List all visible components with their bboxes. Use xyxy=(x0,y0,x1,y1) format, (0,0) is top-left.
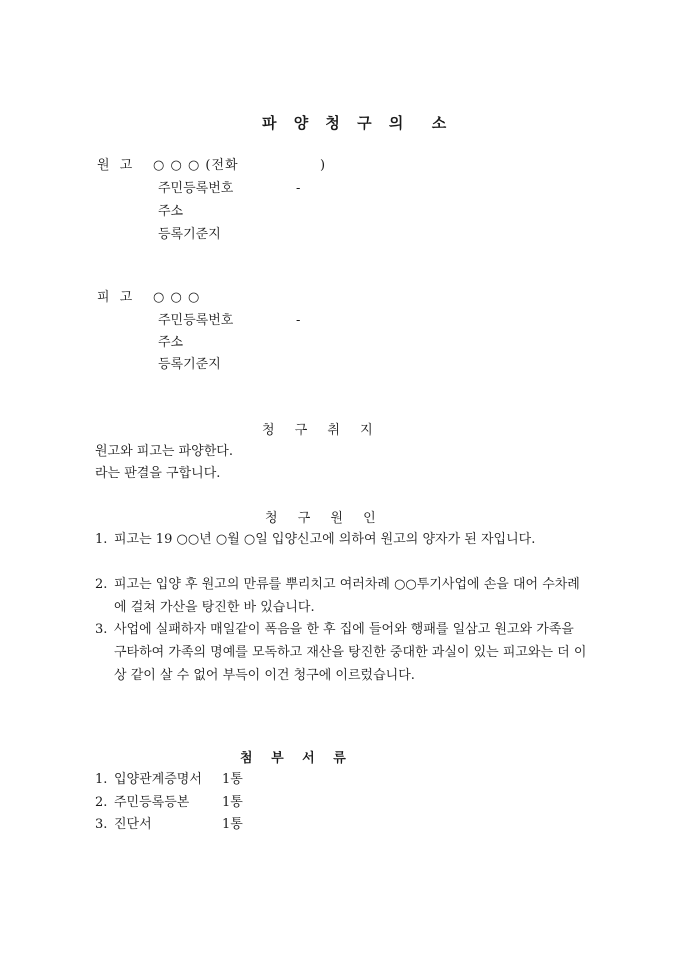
document-title: 파 양 청 구 의 소 xyxy=(262,114,453,132)
plaintiff-address-label: 주소 xyxy=(158,204,184,219)
plaintiff-reg-no-dash: - xyxy=(296,181,301,196)
attachment-number: 3. xyxy=(95,817,108,832)
attachment-quantity: 1통 xyxy=(222,795,243,810)
plaintiff-phone-close: ) xyxy=(320,158,326,173)
defendant-name: ○ ○ ○ xyxy=(153,290,201,305)
attachment-number: 1. xyxy=(95,772,108,787)
claim-cause-item xyxy=(95,618,587,687)
defendant-reg-no-label: 주민등록번호 xyxy=(158,313,234,328)
plaintiff-reg-no-label: 주민등록번호 xyxy=(158,181,234,196)
attachments-heading: 첨 부 서 류 xyxy=(240,751,353,766)
claim-cause-item-number: 2. xyxy=(95,577,108,592)
defendant-role: 피 고 xyxy=(97,290,136,305)
claim-cause-item xyxy=(95,528,587,551)
claim-cause-item xyxy=(95,573,587,619)
claim-cause-item-text: 사업에 실패하자 매일같이 폭음을 한 후 집에 들어와 행패를 일삼고 원고와 가족을 구타하여 가족의 명예를 모독하고 재산을 탕진한 중대한 과실이 있는 피고와는 더 이상 같이 살 수 없어 부득이 이건 청구에 이르렀습니다. xyxy=(114,622,587,683)
claim-cause-item-text: 피고는 입양 후 원고의 만류를 뿌리치고 여러차례 ○○투기사업에 손을 대어 수차례에 걸쳐 가산을 탕진한 바 있습니다. xyxy=(114,577,580,615)
claim-cause-heading: 청 구 원 인 xyxy=(265,511,384,526)
attachment-quantity: 1통 xyxy=(222,772,243,787)
claim-cause-item-text: 피고는 19 ○○년 ○월 ○일 입양신고에 의하여 원고의 양자가 된 자입니다. xyxy=(114,532,536,547)
claim-cause-item-number: 1. xyxy=(95,532,108,547)
defendant-address-label: 주소 xyxy=(158,335,184,350)
claim-purpose-line: 라는 판결을 구합니다. xyxy=(95,466,221,481)
defendant-domicile-label: 등록기준지 xyxy=(158,357,221,372)
plaintiff-name: ○ ○ ○ (전화 xyxy=(153,158,239,173)
attachment-name: 주민등록등본 xyxy=(114,795,190,810)
plaintiff-role: 원 고 xyxy=(97,158,136,173)
attachment-name: 진단서 xyxy=(114,817,152,832)
claim-cause-item-number: 3. xyxy=(95,622,108,637)
claim-purpose-line: 원고와 피고는 파양한다. xyxy=(95,444,233,459)
attachment-number: 2. xyxy=(95,795,108,810)
defendant-reg-no-dash: - xyxy=(296,313,301,328)
claim-purpose-heading: 청 구 취 지 xyxy=(262,423,381,438)
plaintiff-domicile-label: 등록기준지 xyxy=(158,227,221,242)
attachment-quantity: 1통 xyxy=(222,817,243,832)
attachment-name: 입양관계증명서 xyxy=(114,772,202,787)
